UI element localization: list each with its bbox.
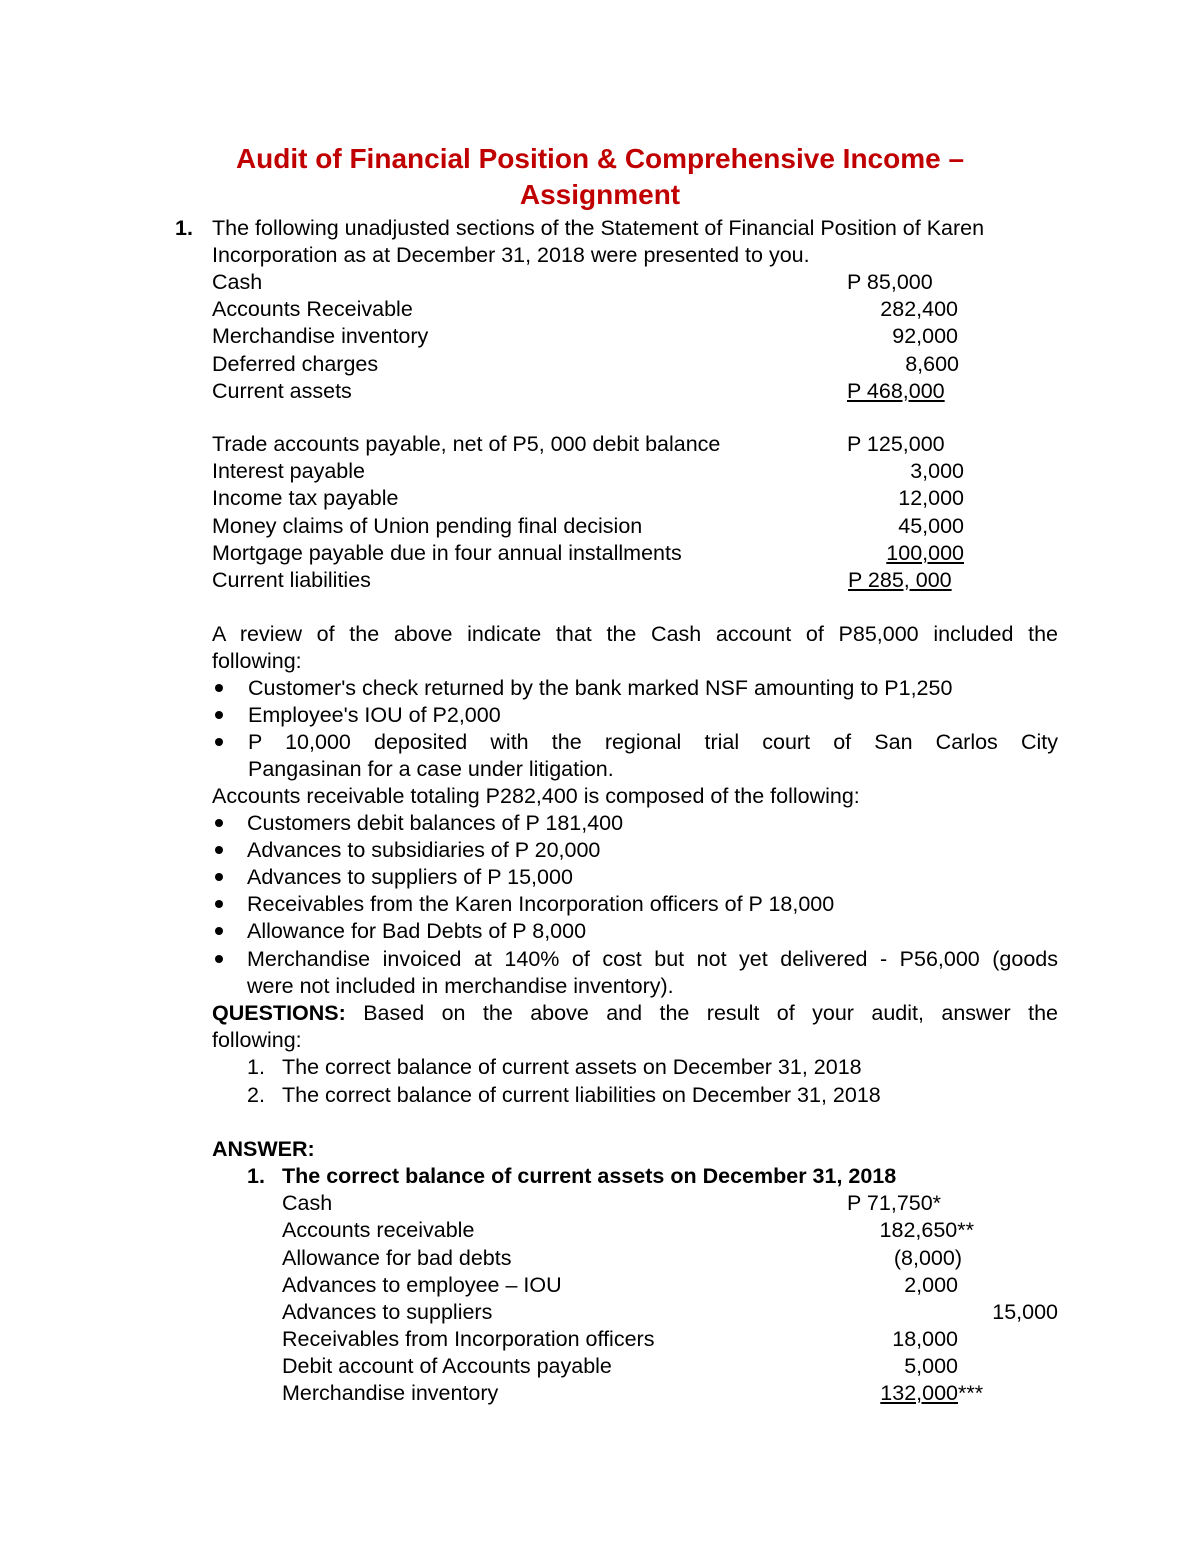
problem-number: 1. [175, 216, 193, 240]
liability-total-label: Current liabilities [212, 568, 371, 592]
answer-row-label: Debit account of Accounts payable [282, 1354, 612, 1378]
answer-row-amount: 15,000 [992, 1300, 1058, 1324]
list-item: Employee's IOU of P2,000 [248, 703, 501, 727]
document-title-line2: Assignment [519, 179, 681, 210]
answer-label: ANSWER: [212, 1137, 315, 1161]
liability-label: Trade accounts payable, net of P5, 000 debit balance [212, 432, 721, 456]
liability-label: Interest payable [212, 459, 365, 483]
bullet-icon [215, 846, 223, 854]
answer-row-label: Receivables from Incorporation officers [282, 1327, 655, 1351]
list-item: Receivables from the Karen Incorporation officers of P 18,000 [247, 892, 835, 916]
asset-total-amount: P 468,000 [847, 379, 945, 403]
questions-line1 [212, 1000, 1058, 1026]
review-line2: following: [212, 649, 302, 673]
liability-label: Money claims of Union pending final decision [212, 514, 643, 538]
list-item-continued: Pangasinan for a case under litigation. [248, 757, 614, 781]
question-text: The correct balance of current assets on December 31, 2018 [282, 1055, 862, 1079]
asset-amount-underlined: 8,600 [905, 352, 959, 376]
list-item: Advances to subsidiaries of P 20,000 [247, 838, 601, 862]
answer-row-label: Advances to employee – IOU [282, 1273, 562, 1297]
receivables-intro: Accounts receivable totaling P282,400 is composed of the following: [212, 784, 860, 808]
questions-line2: following: [212, 1028, 302, 1052]
liability-label: Income tax payable [212, 486, 399, 510]
answer-row-label: Merchandise inventory [282, 1381, 499, 1405]
questions-label: QUESTIONS: [212, 1001, 346, 1025]
liability-amount: 12,000 [898, 486, 964, 510]
list-item: Customer's check returned by the bank marked NSF amounting to P1,250 [248, 676, 953, 700]
bullet-icon [215, 955, 223, 963]
answer-row-amount: 182,650** [879, 1218, 974, 1242]
list-item: P 10,000 deposited with the regional trial court of San Carlos City [248, 730, 1058, 754]
asset-label: Merchandise inventory [212, 324, 429, 348]
liability-total-amount: P 285, 000 [848, 568, 952, 592]
liability-amount: 3,000 [910, 459, 964, 483]
liability-label: Mortgage payable due in four annual installments [212, 541, 682, 565]
answer-item-number: 1. [247, 1164, 265, 1188]
list-item: Customers debit balances of P 181,400 [247, 811, 624, 835]
question-number: 2. [247, 1083, 265, 1107]
liability-amount-underlined: 100,000 [886, 541, 964, 565]
answer-item-title: The correct balance of current assets on December 31, 2018 [282, 1164, 897, 1188]
answer-row-label: Allowance for bad debts [282, 1246, 512, 1270]
list-item: Merchandise invoiced at 140% of cost but not yet delivered - P56,000 (goods [247, 947, 1058, 971]
bullet-icon [215, 738, 223, 746]
liability-amount: P 125,000 [847, 432, 945, 456]
review-line1: A review of the above indicate that the Cash account of P85,000 included the [212, 622, 1058, 646]
document-title-line1: Audit of Financial Position & Comprehensive Income – [235, 143, 965, 174]
asset-amount: 282,400 [880, 297, 958, 321]
answer-row-amount-underlined: 132,000 [880, 1381, 958, 1405]
problem-intro-line1: The following unadjusted sections of the Statement of Financial Position of Karen [212, 216, 985, 240]
answer-row-label: Cash [282, 1191, 333, 1215]
asset-amount: P 85,000 [847, 270, 933, 294]
answer-row-label: Advances to suppliers [282, 1300, 493, 1324]
list-item-continued: were not included in merchandise inventory). [247, 974, 674, 998]
bullet-icon [215, 684, 223, 692]
answer-row-footnote-mark: *** [958, 1381, 984, 1405]
bullet-icon [215, 711, 223, 719]
asset-label: Accounts Receivable [212, 297, 413, 321]
question-text: The correct balance of current liabilities on December 31, 2018 [282, 1083, 881, 1107]
problem-intro-line2: Incorporation as at December 31, 2018 were presented to you. [212, 243, 810, 267]
answer-row-amount: (8,000) [893, 1246, 962, 1270]
answer-row-amount: 5,000 [904, 1354, 958, 1378]
asset-label: Deferred charges [212, 352, 379, 376]
questions-text: Based on the above and the result of your audit, answer the [345, 1001, 1058, 1025]
asset-label: Cash [212, 270, 263, 294]
bullet-icon [215, 927, 223, 935]
liability-amount: 45,000 [898, 514, 964, 538]
answer-row-amount: P 71,750* [847, 1191, 942, 1215]
bullet-icon [215, 819, 223, 827]
answer-row-label: Accounts receivable [282, 1218, 475, 1242]
list-item: Advances to suppliers of P 15,000 [247, 865, 573, 889]
answer-row-amount: 2,000 [904, 1273, 958, 1297]
bullet-icon [215, 873, 223, 881]
question-number: 1. [247, 1055, 265, 1079]
asset-total-label: Current assets [212, 379, 352, 403]
bullet-icon [215, 900, 223, 908]
asset-amount: 92,000 [892, 324, 958, 348]
answer-row-amount: 18,000 [892, 1327, 958, 1351]
list-item: Allowance for Bad Debts of P 8,000 [247, 919, 587, 943]
